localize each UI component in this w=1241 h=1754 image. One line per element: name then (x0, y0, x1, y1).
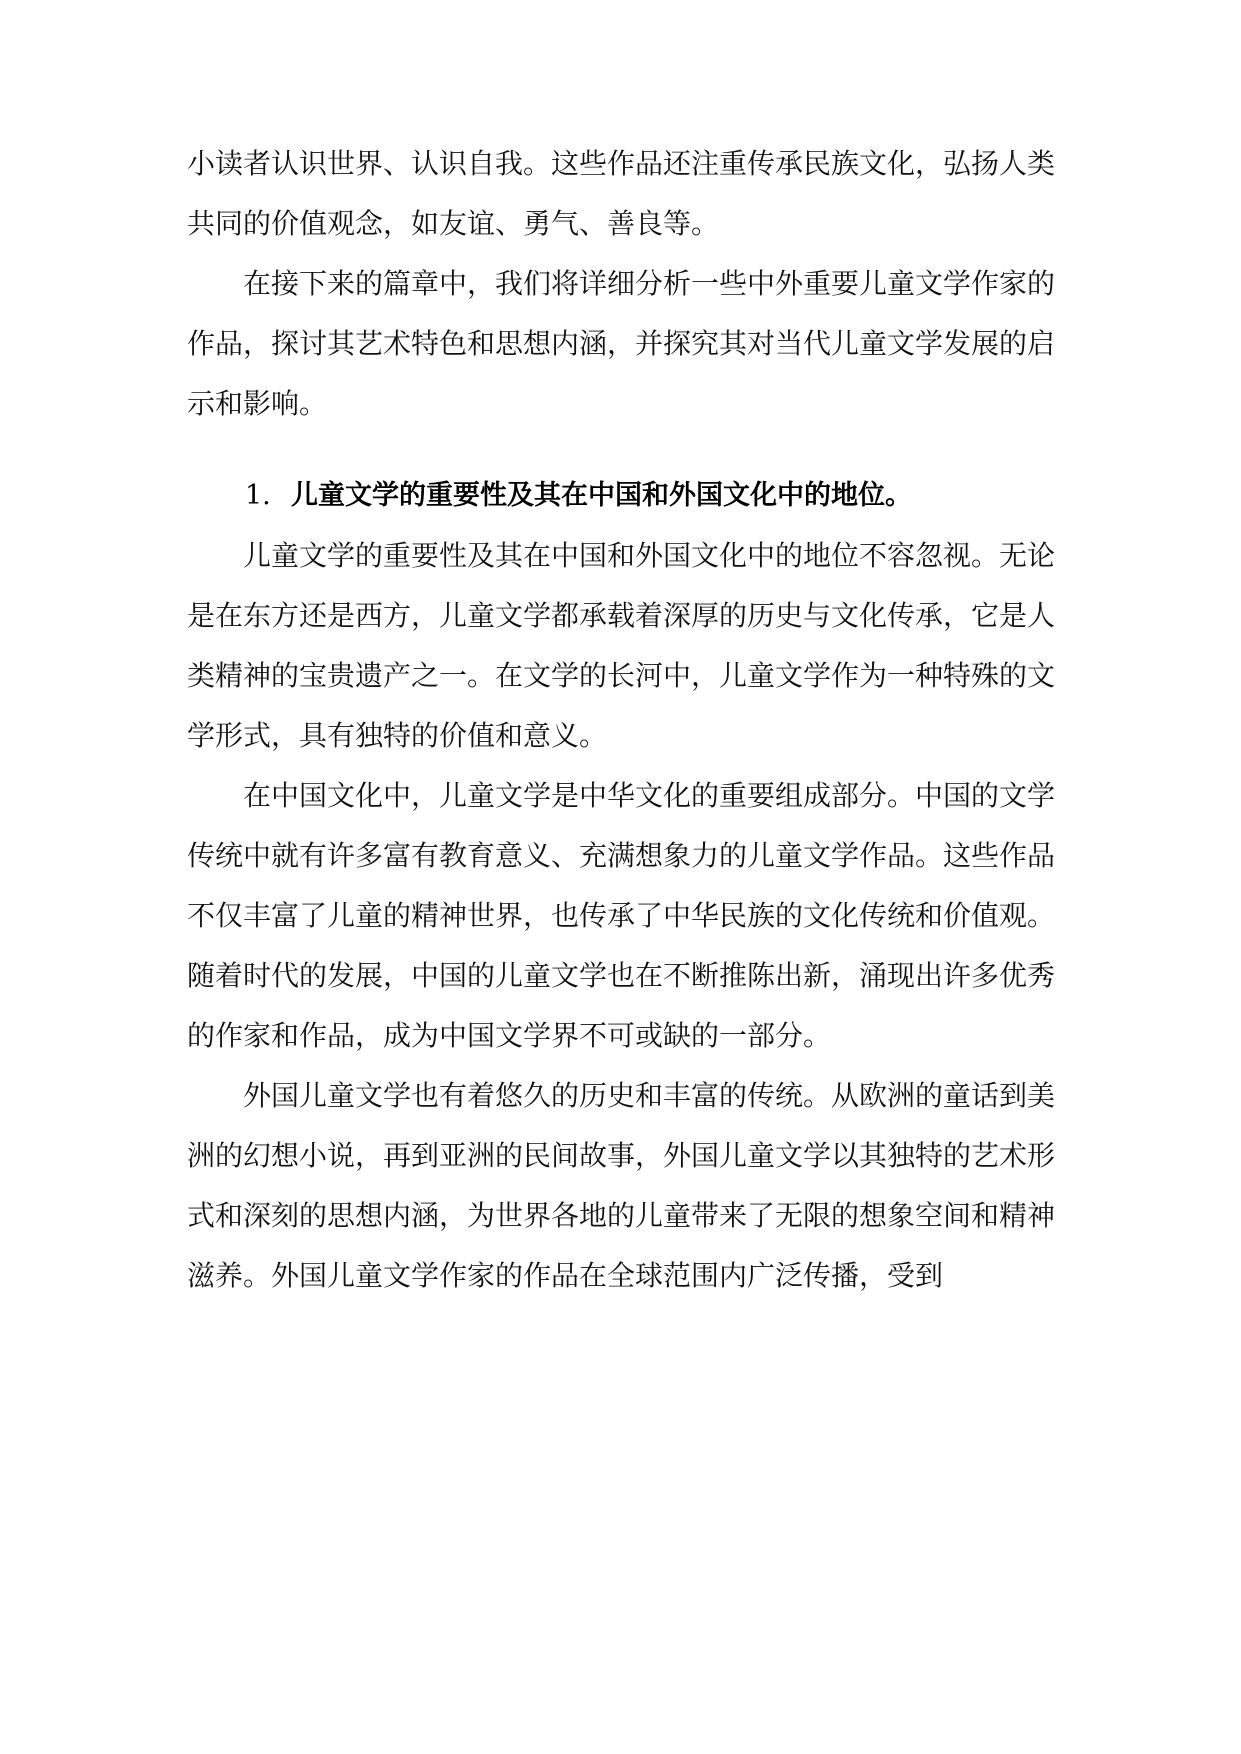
section-title: 儿童文学的重要性及其在中国和外国文化中的地位。 (291, 480, 912, 511)
paragraph-next-chapters: 在接下来的篇章中，我们将详细分析一些中外重要儿童文学作家的作品，探讨其艺术特色和思想内涵，并探究其对当代儿童文学发展的启示和影响。 (187, 267, 1056, 420)
paragraph-foreign-literature: 外国儿童文学也有着悠久的历史和丰富的传统。从欧洲的童话到美洲的幻想小说，再到亚洲的民间故事，外国儿童文学以其独特的艺术形式和深刻的思想内涵，为世界各地的儿童带来了无限的想象空间和精神滋养。外国儿童文学作家的作品在全球范围内广泛传播，受到 (187, 1079, 1056, 1292)
section-heading (187, 466, 1055, 526)
section-number: 1. (245, 480, 271, 511)
paragraph-importance: 儿童文学的重要性及其在中国和外国文化中的地位不容忽视。无论是在东方还是西方，儿童文学都承载着深厚的历史与文化传承，它是人类精神的宝贵遗产之一。在文学的长河中，儿童文学作为一种特殊的文学形式，具有独特的价值和意义。 (187, 539, 1056, 752)
paragraph-chinese-culture: 在中国文化中，儿童文学是中华文化的重要组成部分。中国的文学传统中就有许多富有教育意义、充满想象力的儿童文学作品。这些作品不仅丰富了儿童的精神世界，也传承了中华民族的文化传统和价值观。随着时代的发展，中国的儿童文学也在不断推陈出新，涌现出许多优秀的作家和作品，成为中国文学界不可或缺的一部分。 (187, 779, 1056, 1052)
paragraph-continued: 小读者认识世界、认识自我。这些作品还注重传承民族文化，弘扬人类共同的价值观念，如友谊、勇气、善良等。 (187, 147, 1056, 240)
document-body (187, 134, 1055, 1306)
